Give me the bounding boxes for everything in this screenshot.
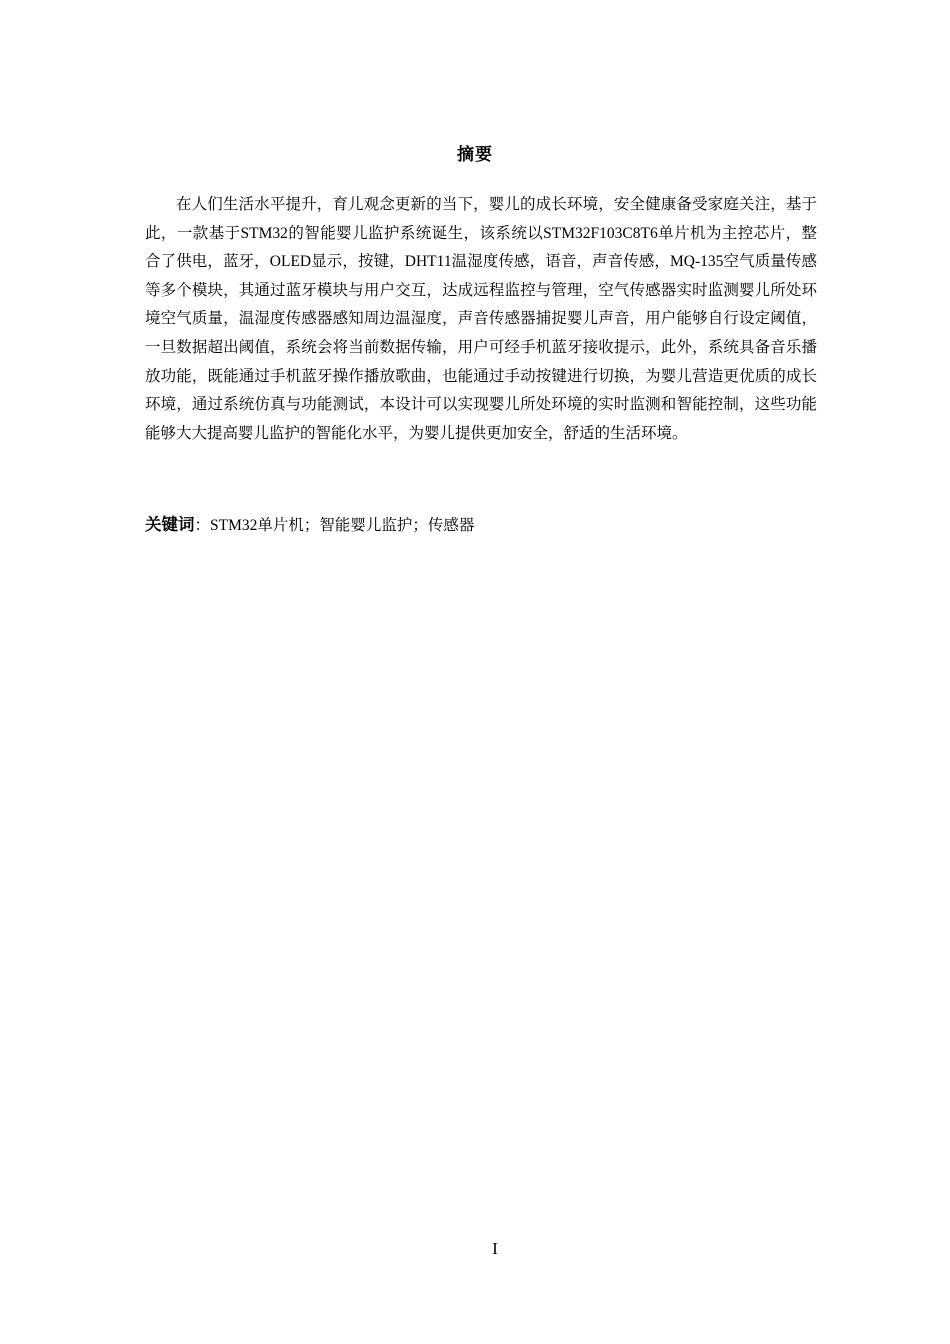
page-number: I [492, 1239, 498, 1258]
abstract-title: 摘要 [457, 145, 493, 165]
keywords-value: STM32单片机；智能婴儿监护；传感器 [210, 517, 475, 534]
keywords-line [145, 512, 817, 539]
keywords-label: 关键词 [145, 515, 195, 534]
abstract-paragraph: 在人们生活水平提升，育儿观念更新的当下，婴儿的成长环境，安全健康备受家庭关注，基于此，一款基于STM32的智能婴儿监护系统诞生，该系统以STM32F103C8T6单片机为主控芯片，整合了供电，蓝牙，OLED显示，按键，DHT11温湿度传感，语音，声音传感，MQ-135空气质量传感等多个模块，其通过蓝牙模块与用户交互，达成远程监控与管理，空气传感器实时监测婴儿所处环境空气质量，温湿度传感器感知周边温湿度，声音传感器捕捉婴儿声音，用户能够自行设定阈值，一旦数据超出阈值，系统会将当前数据传输，用户可经手机蓝牙接收提示，此外，系统具备音乐播放功能，既能通过手机蓝牙操作播放歌曲，也能通过手动按键进行切换，为婴儿营造更优质的成长环境，通过系统仿真与功能测试，本设计可以实现婴儿所处环境的实时监测和智能控制，这些功能能够大大提高婴儿监护的智能化水平，为婴儿提供更加安全，舒适的生活环境。 [145, 196, 817, 442]
keywords-separator: ： [194, 517, 211, 534]
